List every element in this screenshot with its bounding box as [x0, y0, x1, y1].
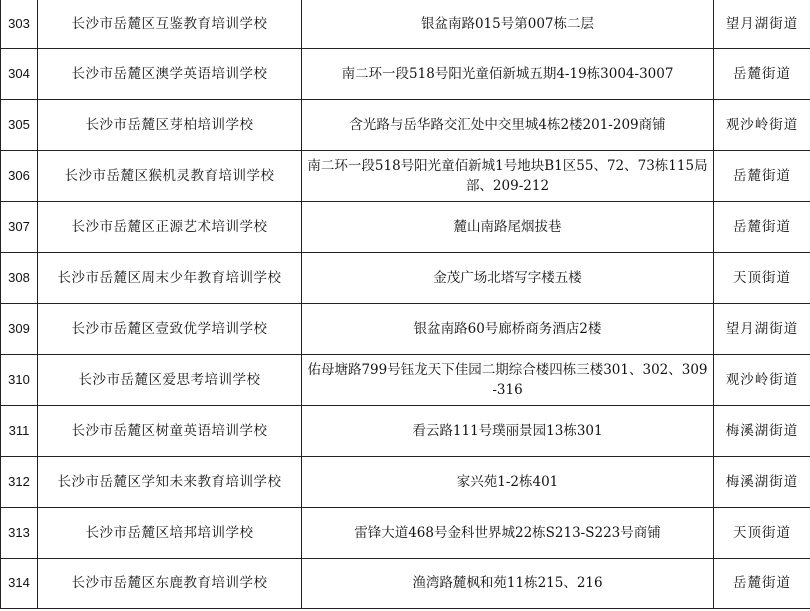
table-row — [1, 201, 810, 252]
row-number: 312 — [1, 456, 38, 507]
school-address: 雷锋大道468号金科世界城22栋S213-S223号商铺 — [302, 507, 714, 558]
row-number: 306 — [1, 150, 38, 201]
school-address: 含光路与岳华路交汇处中交里城4栋2楼201-209商铺 — [302, 99, 714, 150]
table-row — [1, 150, 810, 201]
street-office: 梅溪湖街道 — [714, 405, 810, 456]
street-office: 岳麓街道 — [714, 150, 810, 201]
school-address: 金茂广场北塔写字楼五楼 — [302, 252, 714, 303]
row-number: 313 — [1, 507, 38, 558]
street-office: 望月湖街道 — [714, 303, 810, 354]
school-name: 长沙市岳麓区芽柏培训学校 — [38, 99, 302, 150]
row-number: 303 — [1, 0, 38, 48]
school-name: 长沙市岳麓区树童英语培训学校 — [38, 405, 302, 456]
school-address: 麓山南路尾烟拔巷 — [302, 201, 714, 252]
school-address: 渔湾路麓枫和苑11栋215、216 — [302, 558, 714, 608]
school-name: 长沙市岳麓区猴机灵教育培训学校 — [38, 150, 302, 201]
table-row — [1, 405, 810, 456]
table-row — [1, 303, 810, 354]
street-office: 岳麓街道 — [714, 201, 810, 252]
school-address: 家兴苑1-2栋401 — [302, 456, 714, 507]
school-name: 长沙市岳麓区互鉴教育培训学校 — [38, 0, 302, 48]
table-row — [1, 0, 810, 48]
street-office: 天顶街道 — [714, 507, 810, 558]
street-office: 观沙岭街道 — [714, 354, 810, 405]
row-number: 310 — [1, 354, 38, 405]
school-name: 长沙市岳麓区壹致优学培训学校 — [38, 303, 302, 354]
street-office: 岳麓街道 — [714, 558, 810, 608]
school-address: 银盆南路60号廊桥商务酒店2楼 — [302, 303, 714, 354]
school-name: 长沙市岳麓区东鹿教育培训学校 — [38, 558, 302, 608]
row-number: 311 — [1, 405, 38, 456]
street-office: 岳麓街道 — [714, 48, 810, 99]
row-number: 308 — [1, 252, 38, 303]
school-address: 南二环一段518号阳光童佰新城1号地块B1区55、72、73栋115局部、209-212 — [302, 150, 714, 201]
table-row — [1, 252, 810, 303]
school-address: 看云路111号璞丽景园13栋301 — [302, 405, 714, 456]
school-name: 长沙市岳麓区周末少年教育培训学校 — [38, 252, 302, 303]
school-name: 长沙市岳麓区爱思考培训学校 — [38, 354, 302, 405]
school-name: 长沙市岳麓区正源艺术培训学校 — [38, 201, 302, 252]
street-office: 望月湖街道 — [714, 0, 810, 48]
school-name: 长沙市岳麓区澳学英语培训学校 — [38, 48, 302, 99]
row-number: 309 — [1, 303, 38, 354]
school-address: 佑母塘路799号钰龙天下佳园二期综合楼四栋三楼301、302、309-316 — [302, 354, 714, 405]
school-address: 银盆南路015号第007栋二层 — [302, 0, 714, 48]
street-office: 梅溪湖街道 — [714, 456, 810, 507]
row-number: 305 — [1, 99, 38, 150]
table-row — [1, 558, 810, 608]
school-address: 南二环一段518号阳光童佰新城五期4-19栋3004-3007 — [302, 48, 714, 99]
table-row — [1, 354, 810, 405]
school-name: 长沙市岳麓区学知未来教育培训学校 — [38, 456, 302, 507]
table-body — [1, 0, 810, 608]
school-name: 长沙市岳麓区培邦培训学校 — [38, 507, 302, 558]
table-row — [1, 456, 810, 507]
row-number: 304 — [1, 48, 38, 99]
row-number: 314 — [1, 558, 38, 608]
table-row — [1, 507, 810, 558]
street-office: 观沙岭街道 — [714, 99, 810, 150]
row-number: 307 — [1, 201, 38, 252]
table-row — [1, 48, 810, 99]
table-row — [1, 99, 810, 150]
street-office: 天顶街道 — [714, 252, 810, 303]
